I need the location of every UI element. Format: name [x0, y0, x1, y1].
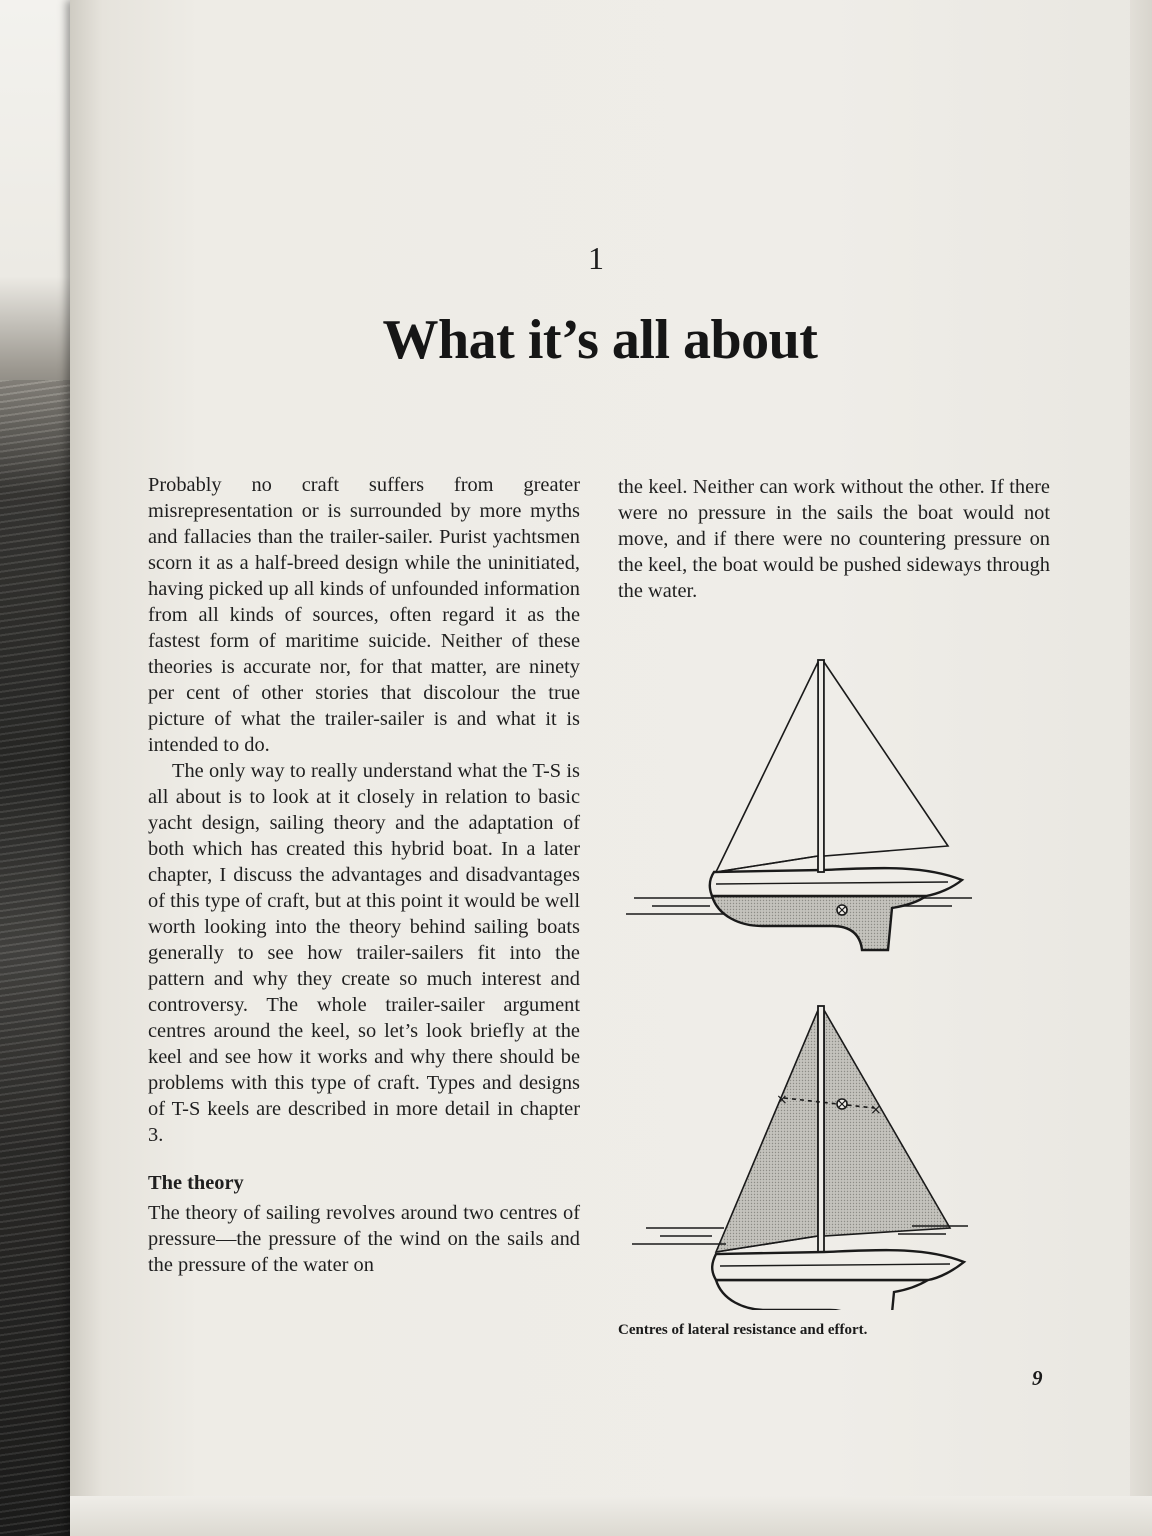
main-sail: [716, 662, 818, 872]
paragraph: The only way to really understand what the T-S is all about is to look at it closely in relation to basic yacht design, sailing theory and the adaptation of both which has created this hybrid boat. In a later chapter, I discuss the advantages and disadvantages of this type of craft, but at this point it would be well worth looking into the theory behind sailing boats generally to see how trailer-sailers fit into the pattern and why they create so much interest and controversy. The whole trailer-sailer argument centres around the keel, so let’s look briefly at the keel and see how it works and why there should be problems with this type of craft. Types and designs of T-S keels are described in more detail in chapter 3.: [148, 760, 580, 1146]
jib-sail: [824, 1010, 950, 1236]
boat-lateral-resistance: [626, 660, 972, 950]
cross-mark-icon: ×: [870, 1102, 882, 1118]
chapter-number: 1: [588, 240, 604, 276]
chapter-title: What it’s all about: [382, 309, 818, 371]
page-edge: [1130, 0, 1152, 1536]
mast: [818, 660, 824, 872]
main-sail: [716, 1010, 818, 1252]
cross-mark-icon: ×: [776, 1092, 788, 1108]
paragraph: the keel. Neither can work without the other. If there were no pressure in the sails the boat would not move, and if there were no countering pressure on the keel, the boat would be pushed sideways through the water.: [618, 476, 1050, 602]
page-bottom-edge: [70, 1496, 1152, 1536]
hull-underwater: [712, 896, 926, 950]
water-ripples: [0, 380, 78, 1536]
paragraph: Probably no craft suffers from greater misrepresentation or is surrounded by more myths and fallacies than the trailer-sailer. Purist yachtsmen scorn it as a half-breed design while the uninitiated, having picked up all kinds of unfounded information from all kinds of sources, often regard it as the fastest form of maritime suicide. Neither of these theories is accurate nor, for that matter, are ninety per cent of other stories that discolour the true picture of what the trailer-sailer is and what it is intended to do.: [148, 474, 580, 756]
subheading: The theory: [148, 1172, 244, 1194]
sailboat-diagram: [612, 650, 982, 1310]
left-column: [148, 472, 580, 1278]
right-column: [618, 474, 1050, 604]
adjacent-page-photo: [0, 0, 78, 1536]
paragraph: The theory of sailing revolves around two centres of pressure—the pressure of the wind on the sails and the pressure of the water on: [148, 1202, 580, 1276]
boat-centre-of-effort: [632, 1006, 968, 1310]
page-number: 9: [1032, 1366, 1043, 1390]
hull-underwater: [716, 1280, 928, 1310]
mast: [818, 1006, 824, 1252]
figure-caption: Centres of lateral resistance and effort.: [618, 1322, 868, 1338]
jib-sail: [824, 662, 948, 856]
